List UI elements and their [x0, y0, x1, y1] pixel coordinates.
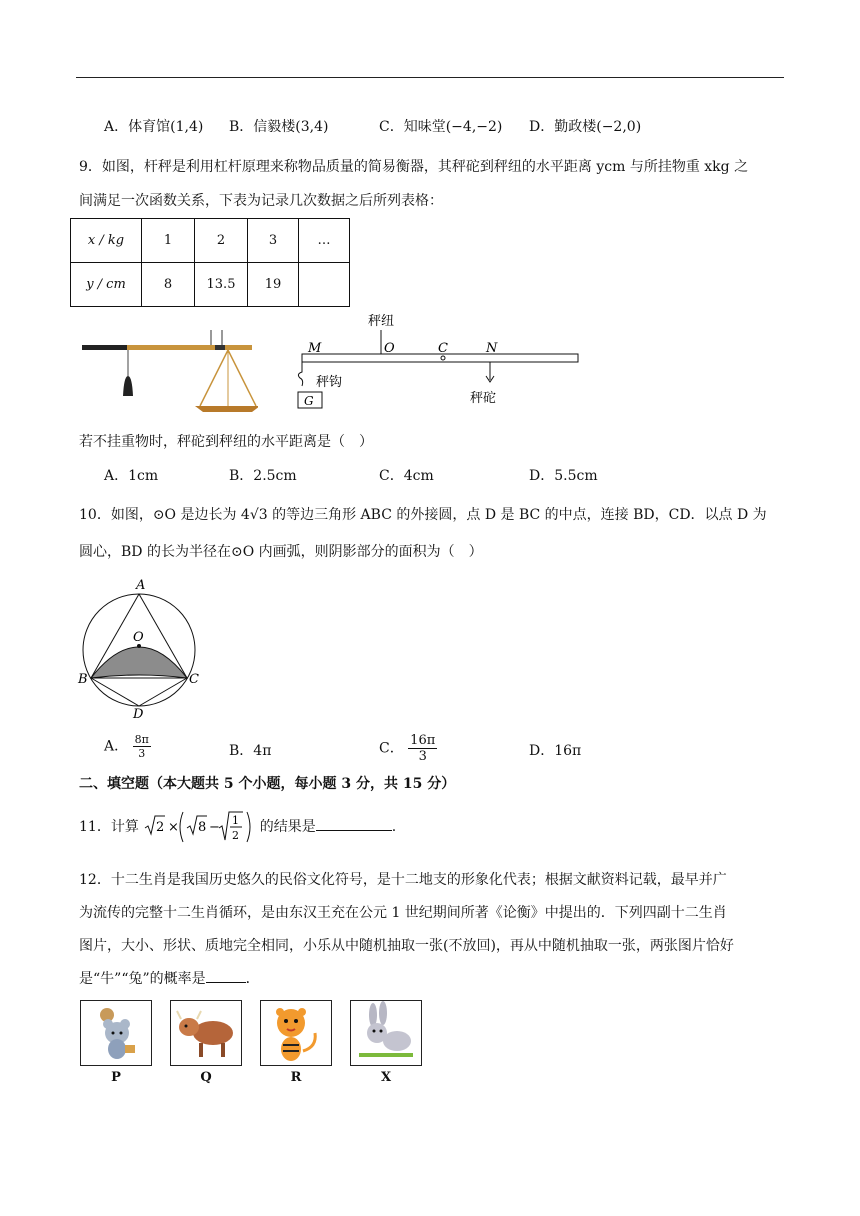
label-a: A [136, 578, 146, 593]
table-cell: 19 [248, 263, 299, 307]
label-c: C [189, 672, 199, 687]
rabbit-icon [351, 1001, 421, 1065]
label-weight: 秤砣 [470, 391, 497, 406]
label-m: M [308, 341, 322, 356]
table-row [71, 263, 350, 307]
label-c: C [438, 341, 448, 356]
q8-option-a: A．体育馆(1,4) [104, 119, 204, 135]
q10-line2: 圆心，BD 的长为半径在⊙O 内画弧，则阴影部分的面积为（ ） [79, 544, 483, 560]
table-cell: … [299, 219, 350, 263]
header-rule [76, 77, 784, 78]
q9-option-b: B．2.5cm [229, 468, 297, 484]
label-b: B [78, 672, 88, 687]
ox-icon [171, 1001, 241, 1065]
q9-option-a: A．1cm [104, 468, 159, 484]
table-cell: 13.5 [195, 263, 248, 307]
zodiac-card-q [170, 1000, 242, 1066]
steelyard-photo [80, 324, 258, 416]
table-cell: 8 [142, 263, 195, 307]
q8-option-b: B．信毅楼(3,4) [229, 119, 329, 135]
card-label-r: R [290, 1070, 302, 1085]
zodiac-card-r [260, 1000, 332, 1066]
card-label-q: Q [200, 1070, 212, 1085]
q9-option-c: C．4cm [379, 468, 434, 484]
q10-option-b: B．4π [229, 743, 272, 759]
q12-line4: 是“牛”“兔”的概率是 ． [79, 971, 260, 987]
table-cell [299, 263, 350, 307]
q9-question: 若不挂重物时，秤砣到秤纽的水平距离是（ ） [79, 434, 373, 450]
q11-line: 11．计算 2 × 8 − 1 2 的结果是 . [79, 810, 396, 844]
steelyard-diagram [290, 308, 590, 412]
label-o: O [384, 341, 395, 356]
q8-option-d: D．勤政楼(−2,0) [529, 119, 642, 135]
q12-line1: 12．十二生肖是我国历史悠久的民俗文化符号，是十二地支的形象化代表；根据文献资料记载，最早并广 [79, 872, 727, 888]
svg-text:2: 2 [156, 820, 165, 835]
section-title: 二、填空题（本大题共 5 个小题，每小题 3 分，共 15 分） [79, 776, 456, 792]
q12-line3: 图片，大小、形状、质地完全相同，小乐从中随机抽取一张(不放回)，再从中随机抽取一张，两张图片恰好 [79, 938, 734, 954]
svg-text:1: 1 [232, 814, 240, 827]
q11-expression [143, 810, 255, 844]
svg-text:×: × [168, 820, 180, 835]
q9-option-d: D．5.5cm [529, 468, 598, 484]
circle-triangle-figure [76, 572, 206, 720]
q10-option-c: C． $\frac{16\pi}{3}$ [379, 733, 436, 764]
table-header-y: y / cm [71, 263, 142, 307]
table-header-x: x / kg [71, 219, 142, 263]
table-cell: 1 [142, 219, 195, 263]
q8-option-c: C．知味堂(−4,−2) [379, 119, 503, 135]
tiger-icon [261, 1001, 331, 1065]
card-label-x: X [380, 1070, 392, 1085]
label-d: D [133, 707, 144, 720]
label-balance-knob: 秤纽 [368, 314, 395, 329]
q10-option-d: D．16π [529, 743, 582, 759]
card-label-p: P [111, 1070, 121, 1085]
q9-line2: 间满足一次函数关系，下表为记录几次数据之后所列表格： [79, 193, 443, 209]
q12-line2: 为流传的完整十二生肖循环，是由东汉王充在公元 1 世纪期间所著《论衡》中提出的．下列四副十二生肖 [79, 905, 727, 921]
label-hook: 秤钩 [316, 375, 343, 390]
label-g: G [304, 394, 314, 408]
q9-line1: 9．如图，杆秤是利用杠杆原理来称物品质量的简易衡器，其秤砣到秤纽的水平距离 ycm 与所挂物重 xkg 之 [79, 159, 749, 175]
table-cell: 3 [248, 219, 299, 263]
zodiac-card-x [350, 1000, 422, 1066]
table-row [71, 219, 350, 263]
label-n: N [486, 341, 498, 356]
table-cell: 2 [195, 219, 248, 263]
q10-option-a: A． $\frac{8\pi}{3}$ [104, 733, 149, 760]
svg-text:−: − [209, 820, 221, 835]
svg-text:2: 2 [232, 829, 240, 842]
svg-text:8: 8 [198, 820, 207, 835]
zodiac-card-p [80, 1000, 152, 1066]
q9-data-table [70, 218, 350, 307]
mouse-icon [81, 1001, 151, 1065]
label-o: O [133, 630, 144, 645]
q10-line1: 10．如图，⊙O 是边长为 4√3 的等边三角形 ABC 的外接圆，点 D 是 BC 的中点，连接 BD，CD．以点 D 为 [79, 507, 767, 523]
